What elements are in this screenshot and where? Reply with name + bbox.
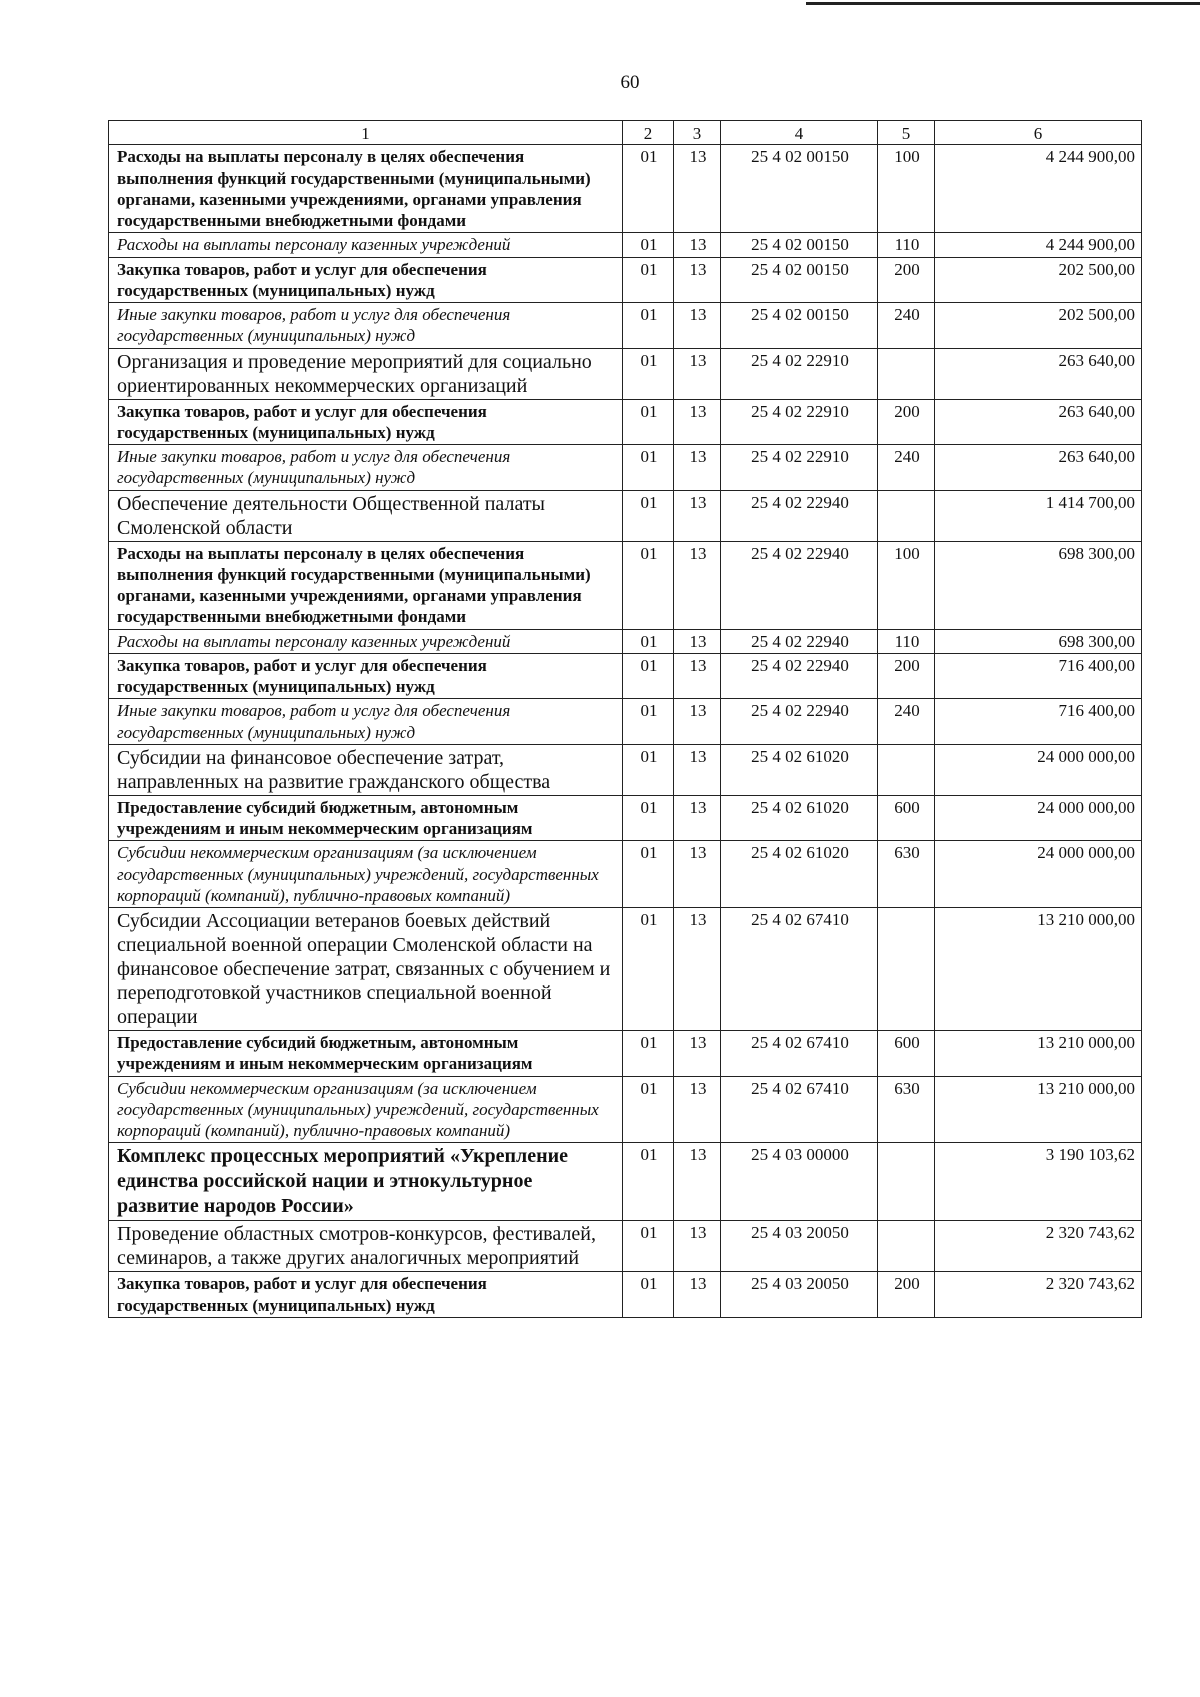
row-amount: 698 300,00 (935, 629, 1142, 653)
row-subsection: 13 (674, 445, 721, 491)
row-expense-type: 600 (878, 1031, 935, 1077)
row-subsection: 13 (674, 744, 721, 795)
row-subsection: 13 (674, 303, 721, 349)
table-row (109, 541, 1142, 629)
header-col-2: 2 (623, 121, 674, 145)
row-expense-type: 110 (878, 629, 935, 653)
row-name: Субсидии некоммерческим организациям (за исключением государственных (муниципальных) учреждений, государственных корпораций (компаний), публично-правовых компаний) (109, 841, 623, 908)
row-section: 01 (623, 1076, 674, 1143)
row-subsection: 13 (674, 233, 721, 257)
row-name: Субсидии Ассоциации ветеранов боевых действий специальной военной операции Смоленской области на финансовое обеспечение затрат, связанных с обучением и переподготовкой участников специальной военной операции (109, 908, 623, 1031)
row-amount: 4 244 900,00 (935, 145, 1142, 233)
row-target-code: 25 4 02 61020 (721, 841, 878, 908)
row-amount: 13 210 000,00 (935, 1031, 1142, 1077)
row-section: 01 (623, 348, 674, 399)
row-name: Иные закупки товаров, работ и услуг для обеспечения государственных (муниципальных) нужд (109, 303, 623, 349)
row-section: 01 (623, 699, 674, 745)
row-target-code: 25 4 02 61020 (721, 795, 878, 841)
row-amount: 263 640,00 (935, 399, 1142, 445)
row-name: Комплекс процессных мероприятий «Укрепление единства российской нации и этнокультурное развитие народов России» (109, 1143, 623, 1221)
row-target-code: 25 4 02 22910 (721, 348, 878, 399)
row-section: 01 (623, 744, 674, 795)
row-name: Проведение областных смотров-конкурсов, фестивалей, семинаров, а также других аналогичных мероприятий (109, 1221, 623, 1272)
row-amount: 202 500,00 (935, 303, 1142, 349)
row-expense-type: 600 (878, 795, 935, 841)
row-subsection: 13 (674, 1272, 721, 1318)
row-subsection: 13 (674, 1076, 721, 1143)
row-target-code: 25 4 02 22940 (721, 653, 878, 699)
row-subsection: 13 (674, 653, 721, 699)
row-target-code: 25 4 02 22910 (721, 445, 878, 491)
row-amount: 24 000 000,00 (935, 841, 1142, 908)
row-subsection: 13 (674, 399, 721, 445)
header-col-5: 5 (878, 121, 935, 145)
row-section: 01 (623, 1143, 674, 1221)
row-amount: 3 190 103,62 (935, 1143, 1142, 1221)
row-expense-type: 240 (878, 699, 935, 745)
row-name: Расходы на выплаты персоналу в целях обеспечения выполнения функций государственными (муниципальными) органами, казенными учреждениями, органами управления государственными внебюджетными фондами (109, 541, 623, 629)
row-target-code: 25 4 02 67410 (721, 908, 878, 1031)
row-amount: 1 414 700,00 (935, 490, 1142, 541)
row-target-code: 25 4 02 00150 (721, 303, 878, 349)
row-name: Расходы на выплаты персоналу в целях обеспечения выполнения функций государственными (муниципальными) органами, казенными учреждениями, органами управления государственными внебюджетными фондами (109, 145, 623, 233)
row-subsection: 13 (674, 1031, 721, 1077)
row-expense-type: 200 (878, 257, 935, 303)
table-row (109, 490, 1142, 541)
header-col-1: 1 (109, 121, 623, 145)
row-target-code: 25 4 03 00000 (721, 1143, 878, 1221)
row-section: 01 (623, 1272, 674, 1318)
row-expense-type: 200 (878, 1272, 935, 1318)
row-amount: 698 300,00 (935, 541, 1142, 629)
row-name: Закупка товаров, работ и услуг для обеспечения государственных (муниципальных) нужд (109, 399, 623, 445)
row-subsection: 13 (674, 257, 721, 303)
row-expense-type (878, 908, 935, 1031)
row-section: 01 (623, 795, 674, 841)
table-row (109, 1031, 1142, 1077)
row-amount: 4 244 900,00 (935, 233, 1142, 257)
row-expense-type: 240 (878, 445, 935, 491)
row-section: 01 (623, 399, 674, 445)
row-name: Закупка товаров, работ и услуг для обеспечения государственных (муниципальных) нужд (109, 1272, 623, 1318)
row-target-code: 25 4 03 20050 (721, 1272, 878, 1318)
row-section: 01 (623, 1031, 674, 1077)
scan-top-line (806, 2, 1200, 5)
row-amount: 13 210 000,00 (935, 908, 1142, 1031)
row-amount: 24 000 000,00 (935, 795, 1142, 841)
row-expense-type: 200 (878, 399, 935, 445)
row-amount: 24 000 000,00 (935, 744, 1142, 795)
row-name: Обеспечение деятельности Общественной палаты Смоленской области (109, 490, 623, 541)
row-target-code: 25 4 03 20050 (721, 1221, 878, 1272)
row-subsection: 13 (674, 908, 721, 1031)
table-row (109, 145, 1142, 233)
row-section: 01 (623, 908, 674, 1031)
row-amount: 263 640,00 (935, 445, 1142, 491)
row-expense-type (878, 744, 935, 795)
table-row (109, 1143, 1142, 1221)
table-row (109, 348, 1142, 399)
table-row (109, 1076, 1142, 1143)
row-target-code: 25 4 02 22940 (721, 699, 878, 745)
row-expense-type (878, 1143, 935, 1221)
row-name: Организация и проведение мероприятий для социально ориентированных некоммерческих организаций (109, 348, 623, 399)
row-name: Расходы на выплаты персоналу казенных учреждений (109, 629, 623, 653)
row-expense-type: 100 (878, 541, 935, 629)
row-target-code: 25 4 02 67410 (721, 1031, 878, 1077)
row-subsection: 13 (674, 541, 721, 629)
table-row (109, 1221, 1142, 1272)
header-col-4: 4 (721, 121, 878, 145)
row-name: Предоставление субсидий бюджетным, автономным учреждениям и иным некоммерческим организациям (109, 1031, 623, 1077)
row-section: 01 (623, 541, 674, 629)
row-target-code: 25 4 02 22940 (721, 629, 878, 653)
table-row (109, 653, 1142, 699)
row-subsection: 13 (674, 841, 721, 908)
row-section: 01 (623, 445, 674, 491)
row-amount: 263 640,00 (935, 348, 1142, 399)
table-row (109, 908, 1142, 1031)
table-body (109, 145, 1142, 1318)
row-name: Предоставление субсидий бюджетным, автономным учреждениям и иным некоммерческим организациям (109, 795, 623, 841)
row-name: Иные закупки товаров, работ и услуг для обеспечения государственных (муниципальных) нужд (109, 445, 623, 491)
row-target-code: 25 4 02 00150 (721, 257, 878, 303)
header-col-6: 6 (935, 121, 1142, 145)
row-amount: 716 400,00 (935, 699, 1142, 745)
budget-table (108, 120, 1142, 1318)
row-section: 01 (623, 629, 674, 653)
row-section: 01 (623, 653, 674, 699)
row-expense-type (878, 1221, 935, 1272)
row-target-code: 25 4 02 22940 (721, 541, 878, 629)
row-subsection: 13 (674, 1143, 721, 1221)
table-row (109, 699, 1142, 745)
row-expense-type: 110 (878, 233, 935, 257)
page-number: 60 (620, 72, 640, 93)
row-name: Иные закупки товаров, работ и услуг для обеспечения государственных (муниципальных) нужд (109, 699, 623, 745)
table-row (109, 629, 1142, 653)
row-target-code: 25 4 02 67410 (721, 1076, 878, 1143)
row-name: Закупка товаров, работ и услуг для обеспечения государственных (муниципальных) нужд (109, 257, 623, 303)
row-expense-type (878, 348, 935, 399)
row-subsection: 13 (674, 348, 721, 399)
row-amount: 2 320 743,62 (935, 1272, 1142, 1318)
row-section: 01 (623, 233, 674, 257)
row-expense-type (878, 490, 935, 541)
table-row (109, 795, 1142, 841)
header-col-3: 3 (674, 121, 721, 145)
row-section: 01 (623, 145, 674, 233)
table-row (109, 257, 1142, 303)
row-subsection: 13 (674, 1221, 721, 1272)
row-target-code: 25 4 02 00150 (721, 145, 878, 233)
row-expense-type: 630 (878, 1076, 935, 1143)
row-target-code: 25 4 02 22910 (721, 399, 878, 445)
table-row (109, 445, 1142, 491)
row-expense-type: 630 (878, 841, 935, 908)
row-target-code: 25 4 02 00150 (721, 233, 878, 257)
row-section: 01 (623, 1221, 674, 1272)
row-target-code: 25 4 02 61020 (721, 744, 878, 795)
row-target-code: 25 4 02 22940 (721, 490, 878, 541)
row-section: 01 (623, 257, 674, 303)
row-section: 01 (623, 303, 674, 349)
row-subsection: 13 (674, 795, 721, 841)
table-row (109, 399, 1142, 445)
row-amount: 202 500,00 (935, 257, 1142, 303)
row-section: 01 (623, 490, 674, 541)
table-row (109, 841, 1142, 908)
row-expense-type: 100 (878, 145, 935, 233)
table-row (109, 303, 1142, 349)
row-name: Субсидии на финансовое обеспечение затрат, направленных на развитие гражданского общества (109, 744, 623, 795)
row-section: 01 (623, 841, 674, 908)
row-amount: 716 400,00 (935, 653, 1142, 699)
row-amount: 2 320 743,62 (935, 1221, 1142, 1272)
row-expense-type: 200 (878, 653, 935, 699)
table-row (109, 233, 1142, 257)
row-name: Расходы на выплаты персоналу казенных учреждений (109, 233, 623, 257)
row-name: Субсидии некоммерческим организациям (за исключением государственных (муниципальных) учреждений, государственных корпораций (компаний), публично-правовых компаний) (109, 1076, 623, 1143)
table-header-row (109, 121, 1142, 145)
row-subsection: 13 (674, 629, 721, 653)
row-subsection: 13 (674, 145, 721, 233)
row-expense-type: 240 (878, 303, 935, 349)
row-name: Закупка товаров, работ и услуг для обеспечения государственных (муниципальных) нужд (109, 653, 623, 699)
row-subsection: 13 (674, 490, 721, 541)
row-amount: 13 210 000,00 (935, 1076, 1142, 1143)
table-row (109, 744, 1142, 795)
row-subsection: 13 (674, 699, 721, 745)
table-row (109, 1272, 1142, 1318)
